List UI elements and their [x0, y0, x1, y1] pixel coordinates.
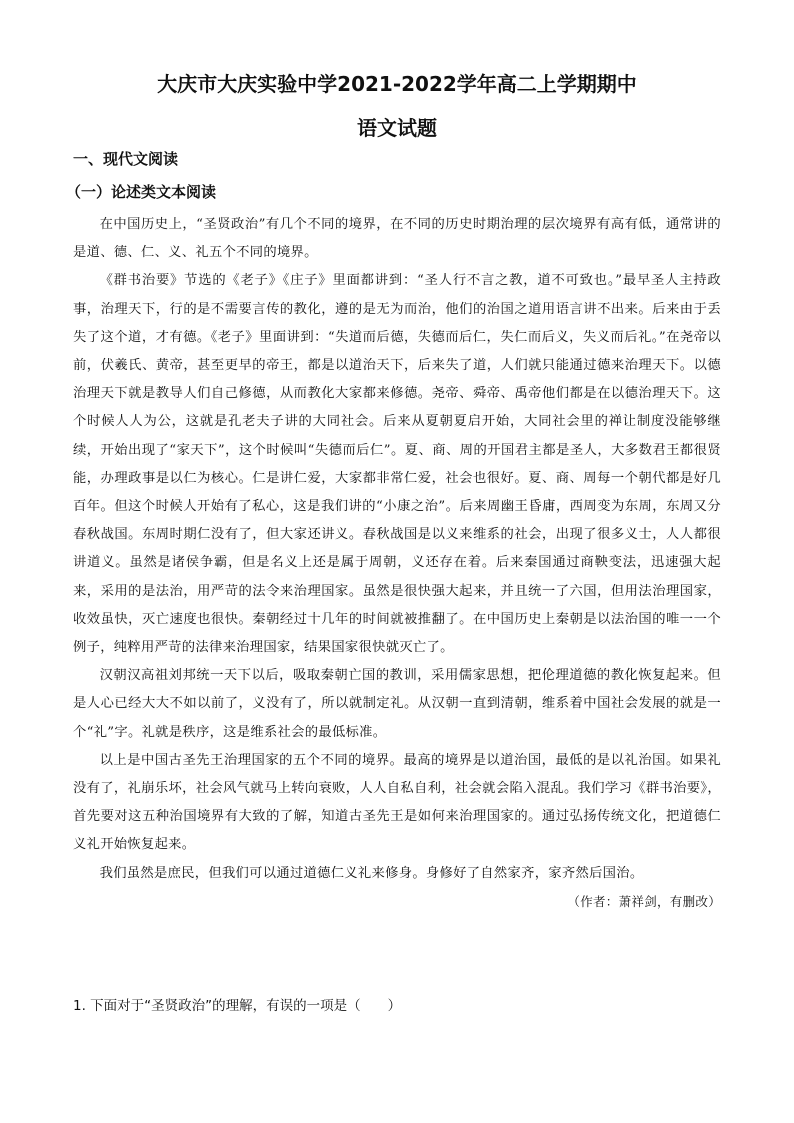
question-1: 1. 下面对于“圣贤政治”的理解，有误的一项是（ ）: [73, 998, 402, 1014]
passage-paragraph: 在中国历史上，“圣贤政治”有几个不同的境界，在不同的历史时期治理的层次境界有高有低，通常讲的是道、德、仁、义、礼五个不同的境界。: [73, 217, 721, 261]
passage-attribution: （作者：萧祥剑，有删改）: [567, 893, 721, 909]
exam-subtitle: 语文试题: [357, 116, 437, 140]
subsection-heading: （一）论述类文本阅读: [66, 183, 217, 201]
passage-paragraph: 以上是中国古圣先王治理国家的五个不同的境界。最高的境界是以道治国，最低的是以礼治国。如果礼没有了，礼崩乐坏，社会风气就马上转向衰败，人人自私自利，社会就会陷入混乱。我们学习《群书治要》，首先要对这五种治国境界有大致的了解，知道古圣先王是如何来治理国家的。通过弘扬传统文化，把道德仁义礼开始恢复起来。: [73, 752, 721, 853]
section-heading: 一、现代文阅读: [73, 150, 179, 168]
reading-passage: [73, 211, 721, 916]
exam-title: 大庆市大庆实验中学2021-2022学年高二上学期期中: [157, 72, 637, 96]
passage-paragraph: 汉朝汉高祖刘邦统一天下以后，吸取秦朝亡国的教训，采用儒家思想，把伦理道德的教化恢复起来。但是人心已经大大不如以前了，义没有了，所以就制定礼。从汉朝一直到清朝，维系着中国社会发展的就是一个“礼”字。礼就是秩序，这是维系社会的最低标准。: [73, 668, 721, 740]
passage-paragraph: 我们虽然是庶民，但我们可以通过道德仁义礼来修身。身修好了自然家齐，家齐然后国治。: [99, 865, 644, 881]
passage-paragraph: 《群书治要》节选的《老子》《庄子》里面都讲到：“圣人行不言之教，道不可致也。”最早圣人主持政事，治理天下，行的是不需要言传的教化，遵的是无为而治，他们的治国之道用语言讲不出来。后来由于丢失了这个道，才有德。《老子》里面讲到：“失道而后德，失德而后仁，失仁而后义，失义而后礼。”在尧帝以前，伏羲氏、黄帝，甚至更早的帝王，都是以道治天下，后来失了道，人们就只能通过德来治理天下。以德治理天下就是教导人们自己修德，从而教化大家都来修德。尧帝、舜帝、禹帝他们都是在以德治理天下。这个时候人人为公，这就是孔老夫子讲的大同社会。后来从夏朝夏启开始，大同社会里的禅让制度没能够继续，开始出现了“家天下”，这个时候叫“失德而后仁”。夏、商、周的开国君主都是圣人，大多数君王都很贤能，办理政事是以仁为核心。仁是讲仁爱，大家都非常仁爱，社会也很好。夏、商、周每一个朝代都是好几百年。但这个时候人开始有了私心，这是我们讲的“小康之治”。后来周幽王昏庸，西周变为东周，东周又分春秋战国。东周时期仁没有了，但大家还讲义。春秋战国是以义来维系的社会，出现了很多义士，人人都很讲道义。虽然是诸侯争霸，但是名义上还是属于周朝，义还存在着。后来秦国通过商鞅变法，迅速强大起来，采用的是法治，用严苛的法令来治理国家。虽然是很快强大起来，并且统一了六国，但用法治理国家，收效虽快，灭亡速度也很快。秦朝经过十几年的时间就被推翻了。在中国历史上秦朝是以法治国的唯一一个例子，纯粹用严苛的法律来治理国家，结果国家很快就灭亡了。: [73, 273, 721, 656]
